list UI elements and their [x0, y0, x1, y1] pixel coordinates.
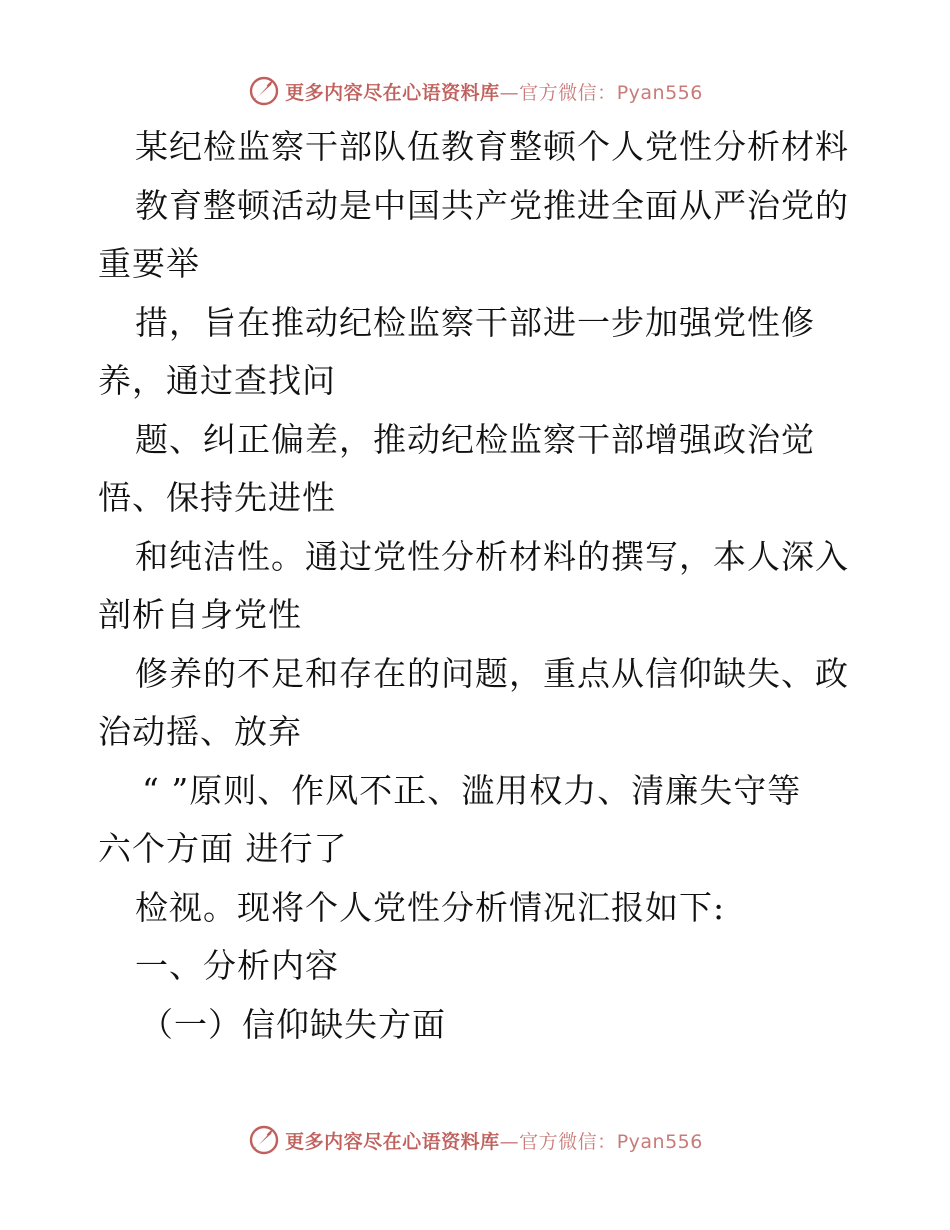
watermark-separator: — — [499, 81, 520, 104]
watermark-main-text: 更多内容尽在心语资料库 — [285, 81, 500, 104]
document-body — [98, 118, 858, 1054]
paragraph-line: 六个方面 进行了 — [98, 829, 348, 868]
document-title: 某纪检监察干部队伍教育整顿个人党性分析材料 — [135, 127, 849, 166]
watermark-wechat-id: Pyan556 — [616, 81, 703, 104]
paragraph-line: 教育整顿活动是中国共产党推进全面从严治党的 — [135, 185, 849, 225]
watermark-separator: — — [499, 1130, 520, 1153]
subsection-heading: （一）信仰缺失方面 — [140, 1004, 446, 1044]
paragraph-line: 修养的不足和存在的问题，重点从信仰缺失、政 — [135, 653, 849, 693]
paragraph-line: 题、纠正偏差，推动纪检监察干部增强政治觉 — [135, 419, 815, 459]
watermark-text — [285, 78, 703, 105]
watermark-sub-text: 官方微信： — [519, 1130, 617, 1153]
section-heading: 一、分析内容 — [135, 946, 339, 985]
paragraph-line: 治动摇、放弃 — [98, 712, 302, 751]
paragraph-line: 检视。现将个人党性分析情况汇报如下: — [135, 887, 726, 927]
watermark-wechat-id: Pyan556 — [616, 1130, 703, 1153]
watermark-main-text: 更多内容尽在心语资料库 — [285, 1130, 500, 1153]
header-watermark — [0, 71, 950, 111]
paragraph-line: 措，旨在推动纪检监察干部进一步加强党性修 — [135, 302, 815, 342]
watermark-text — [285, 1127, 703, 1154]
quill-pen-circle-icon — [247, 74, 281, 108]
paragraph-line: 重要举 — [98, 244, 200, 283]
watermark-sub-text: 官方微信： — [519, 81, 617, 104]
paragraph-line: 养，通过查找问 — [98, 361, 336, 400]
paragraph-line: 剖析自身党性 — [98, 595, 302, 634]
footer-watermark — [0, 1120, 950, 1160]
quill-pen-circle-icon — [247, 1123, 281, 1157]
paragraph-line: “ ”原则、作风不正、滥用权力、清廉失守等 — [142, 770, 802, 810]
paragraph-line: 和纯洁性。通过党性分析材料的撰写，本人深入 — [135, 536, 849, 576]
paragraph-line: 悟、保持先进性 — [98, 478, 336, 517]
